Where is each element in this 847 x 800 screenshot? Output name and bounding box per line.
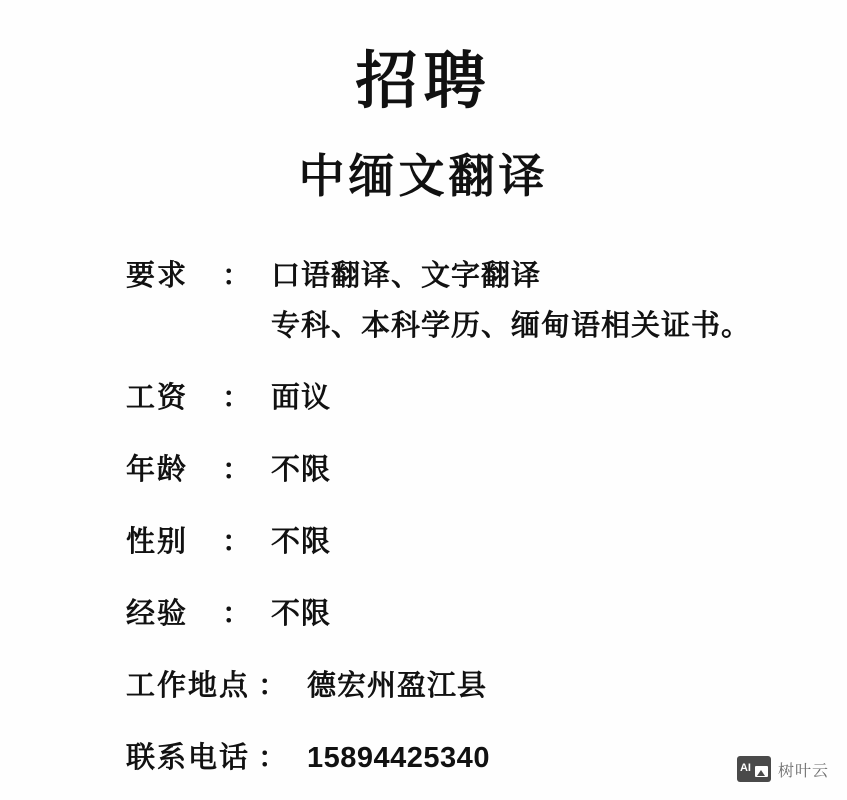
field-label: 工资	[126, 381, 189, 414]
field-row-gender	[0, 521, 847, 563]
field-row-location	[0, 665, 847, 707]
field-list	[0, 203, 847, 779]
field-colon: ：	[258, 742, 288, 775]
field-label: 工作地点	[126, 670, 251, 703]
field-values	[293, 665, 487, 707]
field-value: 不限	[271, 453, 332, 486]
field-label: 经验	[126, 598, 189, 631]
field-values	[257, 521, 331, 563]
field-colon: ：	[258, 670, 288, 703]
ai-badge-label: AI	[739, 762, 751, 774]
field-value: 不限	[271, 598, 332, 631]
field-row-salary	[0, 377, 847, 419]
phone-number: 15894425340	[307, 742, 490, 775]
field-label: 性别	[126, 525, 189, 558]
field-value: 不限	[271, 525, 332, 558]
field-values	[257, 377, 331, 419]
field-value: 面议	[271, 381, 332, 414]
field-label: 要求	[126, 259, 189, 292]
field-colon: ：	[222, 259, 252, 292]
field-row-age	[0, 449, 847, 491]
watermark	[737, 756, 829, 782]
field-row-experience	[0, 593, 847, 635]
field-colon: ：	[222, 598, 252, 631]
field-values	[257, 593, 331, 635]
field-row-phone	[0, 737, 847, 779]
page-title: 招聘	[355, 48, 492, 116]
field-values	[257, 255, 751, 347]
field-label: 年龄	[126, 453, 189, 486]
field-label: 联系电话	[126, 742, 251, 775]
field-value: 口语翻译、文字翻译	[271, 259, 542, 292]
ai-image-icon	[737, 756, 771, 782]
field-value: 德宏州盈江县	[307, 670, 488, 703]
field-colon: ：	[222, 525, 252, 558]
field-colon: ：	[222, 381, 252, 414]
field-value: 专科、本科学历、缅甸语相关证书。	[271, 309, 752, 342]
field-colon: ：	[222, 453, 252, 486]
page-subtitle: 中缅文翻译	[298, 151, 549, 203]
image-icon	[755, 766, 768, 777]
field-values	[257, 449, 331, 491]
watermark-text: 树叶云	[777, 762, 829, 780]
field-values	[293, 737, 490, 779]
field-row-requirements	[0, 255, 847, 347]
